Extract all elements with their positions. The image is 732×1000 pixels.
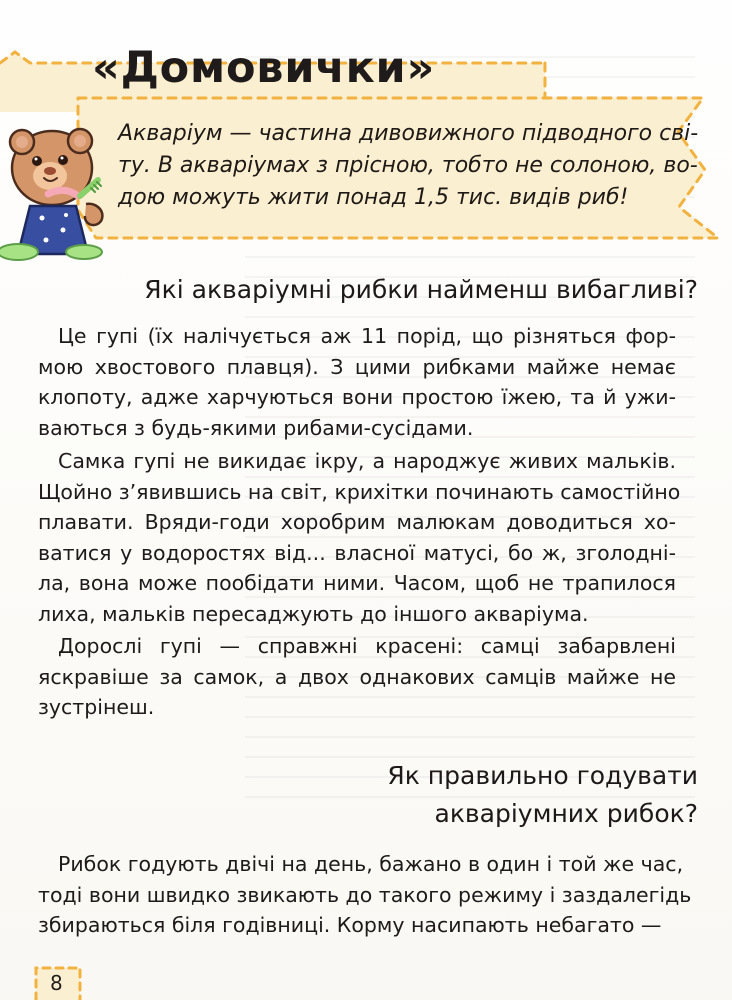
paragraph-2-line-4: ватися у водоростях від... власної матусі, бо ж, зголоднi- [38, 540, 676, 565]
page-number: 8 [50, 971, 63, 995]
paragraph-3-line-3: зустрінеш. [38, 695, 155, 719]
hamster-mascot-icon [0, 70, 118, 258]
paragraph-4-line-2: тоді вони швидко звикають до такого режиму і заздалегідь [38, 882, 692, 907]
paragraph-2-line-3: плавати. Вряди-годи хоробрим малюкам доводиться хо- [38, 510, 676, 534]
paragraph-1 [38, 321, 676, 443]
paragraph-2-line-6: лиха, мальків пересаджують до іншого акваріума. [38, 601, 589, 626]
paragraph-2-line-1: Самка гупі не викидає ікру, а народжує живих мальків. [58, 449, 676, 473]
paragraph-1-line-4: ваються з будь-якими рибами-сусідами. [38, 415, 474, 440]
info-callout [78, 98, 718, 238]
page-title: «Домовички» [92, 43, 436, 93]
callout-line-3: дою можуть жити понад 1,5 тис. видів риб! [118, 185, 629, 210]
callout-line-2: ту. В акваріумах з прісною, тобто не солоною, во- [118, 153, 698, 178]
paragraph-1-line-1: Це гупі (їх налічується аж 11 порід, що різняться фор- [58, 324, 676, 348]
section-heading-1: Які акваріумні рибки найменш вибагливі? [144, 275, 698, 304]
paragraph-2 [38, 446, 681, 629]
paragraph-3-line-1: Дорослі гупі — справжні красені: самці забарвлені [58, 634, 676, 658]
paragraph-1-line-3: клопоту, адже харчуються вони простою їжею, та й ужи- [38, 385, 676, 409]
callout-line-1: Акваріум — частина дивовижного підводного сві- [118, 121, 699, 146]
paragraph-4 [38, 849, 692, 941]
section-heading-2-line-2: акваріумних рибок? [434, 799, 698, 828]
paragraph-3 [38, 631, 676, 723]
section-heading-2-line-1: Як правильно годувати [387, 761, 698, 790]
paragraph-4-line-3: збираються біля годівниці. Корму насипають небагато — [38, 913, 662, 937]
paragraph-4-line-1: Рибок годують двічі на день, бажано в один і той же час, [58, 852, 684, 876]
paragraph-1-line-2: мою хвостового плавця). З цими рибками майже немає [38, 354, 676, 379]
callout-text [118, 118, 699, 214]
paragraph-2-line-2: Щойно з’явившись на світ, крихітки починають самостійно [38, 479, 681, 504]
paragraph-2-line-5: ла, вона може пообідати ними. Часом, щоб не трапилося [38, 571, 676, 595]
page-number-box [36, 966, 80, 1000]
paragraph-3-line-2: яскравіше за самок, а двох однакових самців майже не [38, 664, 676, 689]
